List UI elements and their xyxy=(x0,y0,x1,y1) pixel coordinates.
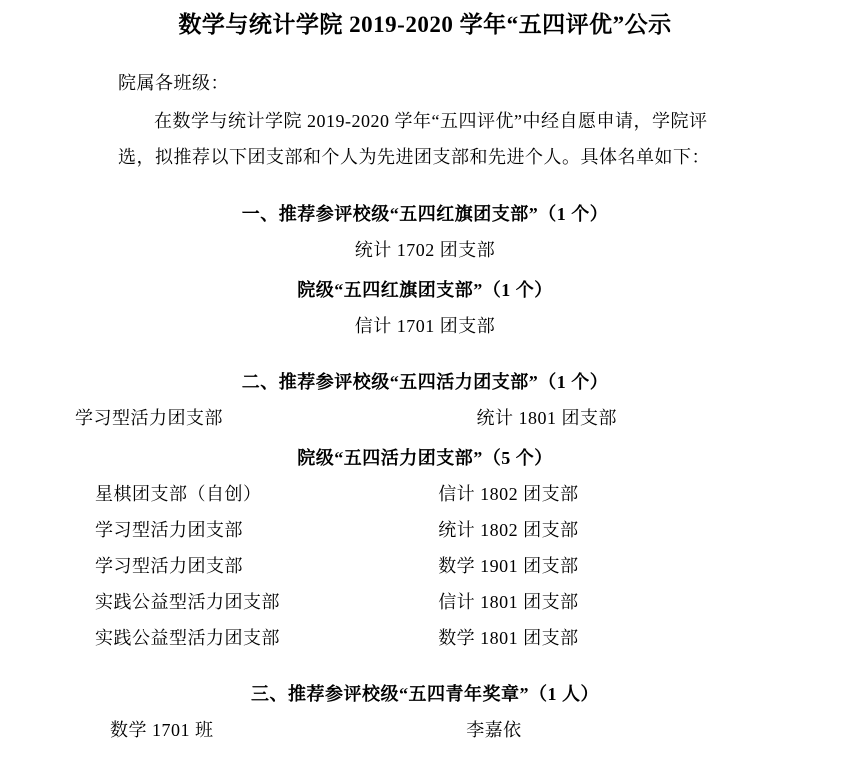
section-2-heading: 二、推荐参评校级“五四活力团支部”（1 个） xyxy=(241,372,609,393)
row-left: 实践公益型活力团支部 xyxy=(95,592,280,613)
section-3-heading: 三、推荐参评校级“五四青年奖章”（1 人） xyxy=(251,684,599,705)
row-right: 数学 1801 团支部 xyxy=(438,628,579,649)
section-1-sub-heading: 院级“五四红旗团支部”（1 个） xyxy=(297,280,553,301)
row-right: 李嘉依 xyxy=(466,720,522,741)
section-2-sub-row xyxy=(0,620,850,656)
section-1-item: 统计 1702 团支部 xyxy=(354,240,496,261)
row-left: 数学 1701 班 xyxy=(110,720,214,741)
row-right: 信计 1801 团支部 xyxy=(438,592,579,613)
intro-paragraph: 在数学与统计学院 2019-2020 学年“五四评优”中经自愿申请，学院评选，拟推荐以下团支部和个人为先进团支部和先进个人。具体名单如下： xyxy=(118,110,710,168)
page-title: 数学与统计学院 2019-2020 学年“五四评优”公示 xyxy=(178,12,672,37)
section-2-sub-row xyxy=(0,584,850,620)
section-1-heading: 一、推荐参评校级“五四红旗团支部”（1 个） xyxy=(241,204,609,225)
row-left: 星棋团支部（自创） xyxy=(95,484,262,505)
row-right: 信计 1802 团支部 xyxy=(438,484,579,505)
section-2-row xyxy=(0,400,850,436)
row-right: 统计 1802 团支部 xyxy=(438,520,579,541)
row-left: 学习型活力团支部 xyxy=(75,408,223,429)
section-2-sub-heading: 院级“五四活力团支部”（5 个） xyxy=(297,448,553,469)
section-2-sub-row xyxy=(0,476,850,512)
row-right: 数学 1901 团支部 xyxy=(438,556,579,577)
row-right: 统计 1801 团支部 xyxy=(476,408,617,429)
section-3-row xyxy=(0,712,850,748)
row-left: 实践公益型活力团支部 xyxy=(95,628,280,649)
section-2-sub-row xyxy=(0,548,850,584)
salutation: 院属各班级： xyxy=(118,72,229,93)
row-left: 学习型活力团支部 xyxy=(95,556,243,577)
document-page xyxy=(0,8,850,758)
section-2-sub-row xyxy=(0,512,850,548)
section-1-sub-item: 信计 1701 团支部 xyxy=(354,316,496,337)
document-body xyxy=(0,65,850,177)
row-left: 学习型活力团支部 xyxy=(95,520,243,541)
